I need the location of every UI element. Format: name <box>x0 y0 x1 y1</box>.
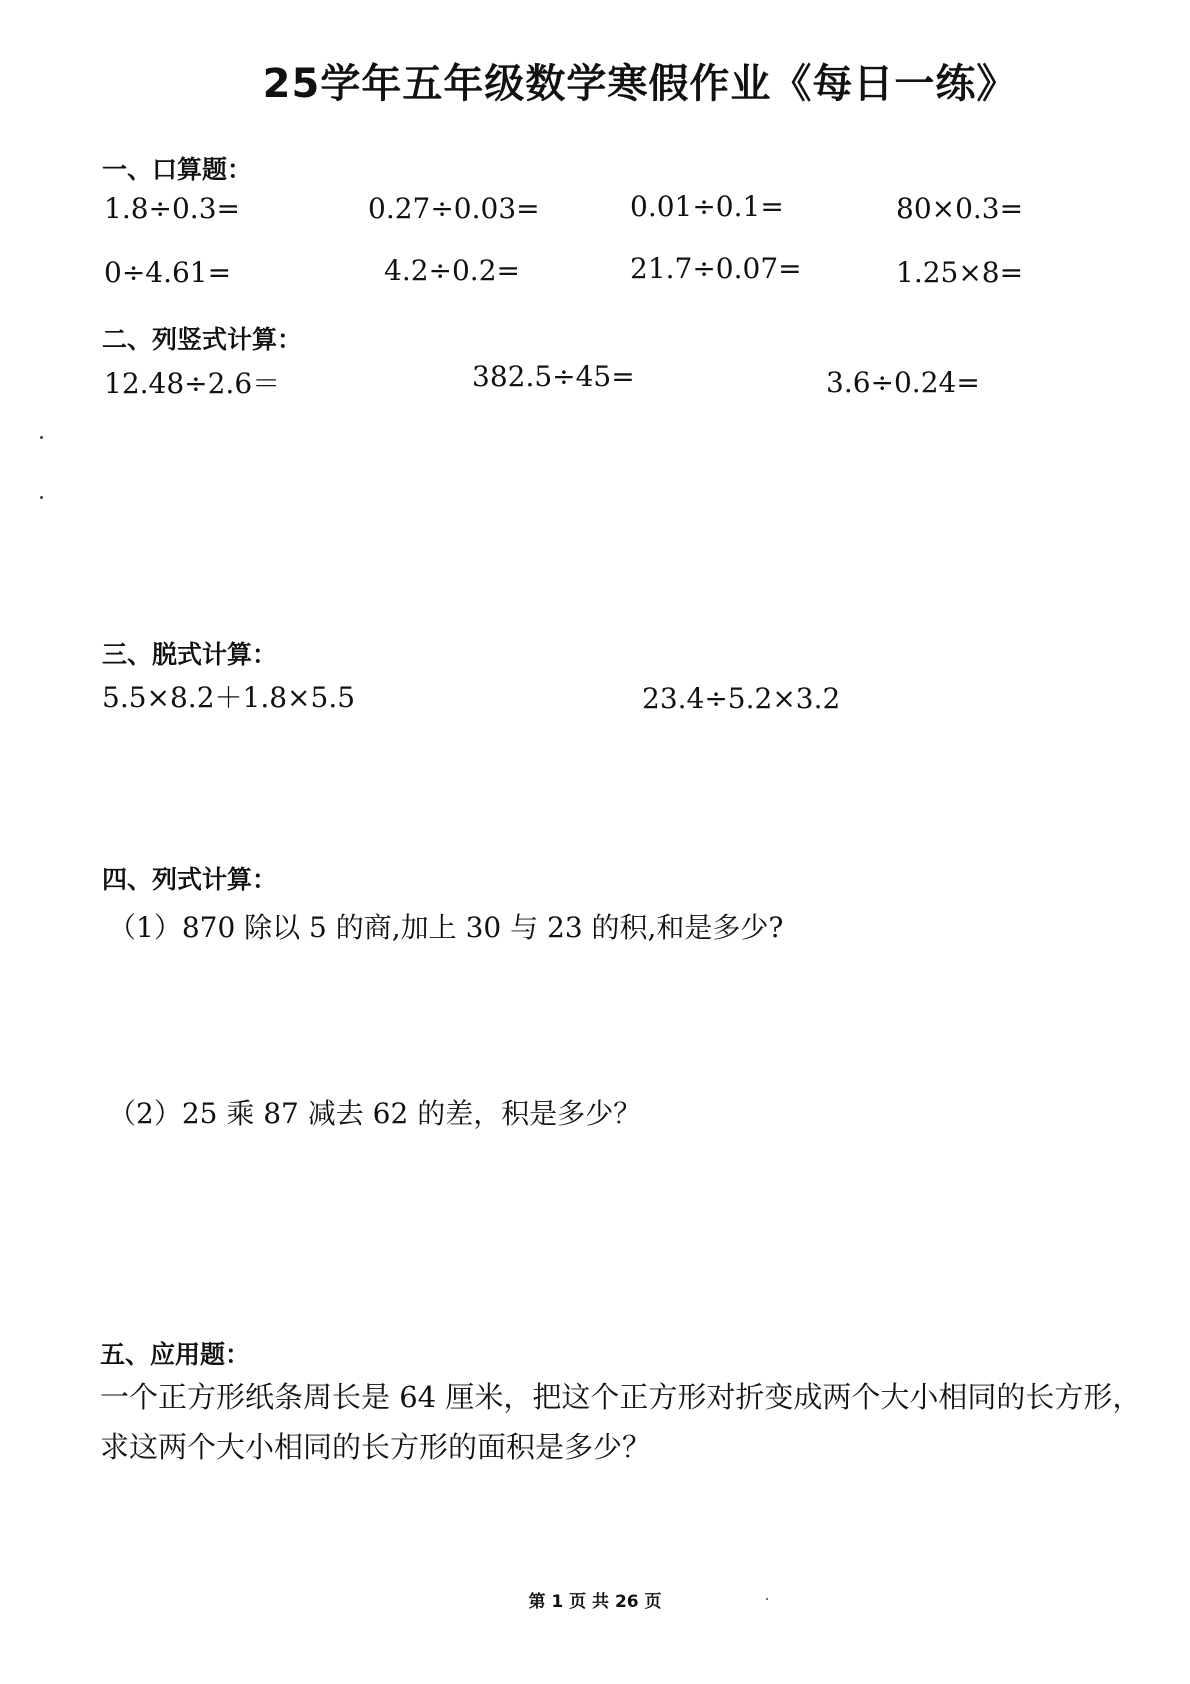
oral-calc-item: 0.01÷0.1= <box>630 190 784 223</box>
application-problem-text: 一个正方形纸条周长是 64 厘米，把这个正方形对折变成两个大小相同的长方形，求这两个大小相同的长方形的面积是多少？ <box>100 1380 1142 1464</box>
stepwise-calc-item: 5.5×8.2＋1.8×5.5 <box>102 681 356 714</box>
section5-heading: 五、应用题： <box>100 1340 251 1369</box>
scan-speck <box>40 436 43 439</box>
section1-heading: 一、口算题： <box>102 155 253 184</box>
section3-heading: 三、脱式计算： <box>102 640 278 669</box>
oral-calc-item: 1.25×8= <box>896 256 1024 289</box>
oral-calc-item: 21.7÷0.07= <box>630 252 802 285</box>
stepwise-calc-item: 23.4÷5.2×3.2 <box>642 682 841 715</box>
oral-calc-item: 4.2÷0.2= <box>384 254 520 287</box>
section4-heading: 四、列式计算： <box>102 865 278 894</box>
oral-calc-item: 0.27÷0.03= <box>368 192 540 225</box>
word-calc-question-2: （2）25 乘 87 减去 62 的差，积是多少？ <box>108 1097 642 1130</box>
oral-calc-item: 1.8÷0.3= <box>104 192 240 225</box>
oral-calc-item: 80×0.3= <box>896 192 1024 225</box>
scan-speck <box>766 1598 768 1600</box>
word-calc-question-1: （1）870 除以 5 的商,加上 30 与 23 的积,和是多少? <box>108 911 784 944</box>
vertical-calc-item: 382.5÷45= <box>472 360 635 393</box>
scan-speck <box>40 496 43 499</box>
section2-heading: 二、列竖式计算： <box>102 325 303 354</box>
page-title: 25学年五年级数学寒假作业《每日一练》 <box>262 61 1018 107</box>
page-footer: 第 1 页 共 26 页 <box>528 1592 662 1612</box>
vertical-calc-item: 12.48÷2.6＝ <box>104 367 281 400</box>
vertical-calc-item: 3.6÷0.24= <box>826 366 980 399</box>
oral-calc-item: 0÷4.61= <box>104 256 232 289</box>
